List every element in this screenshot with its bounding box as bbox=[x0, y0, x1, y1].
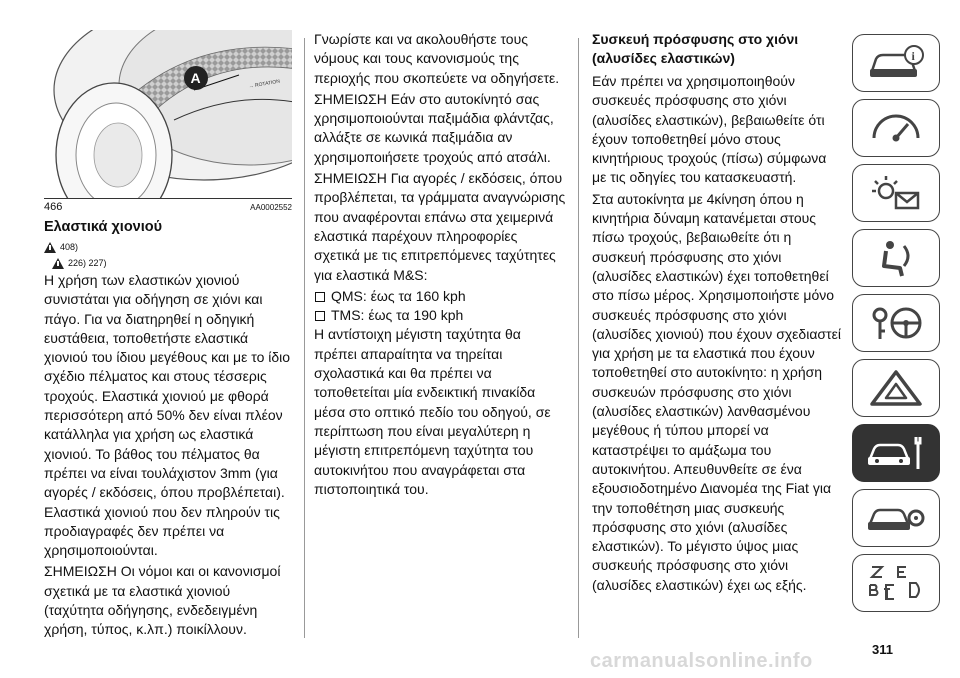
tab-servicing-care[interactable] bbox=[852, 424, 940, 482]
tab-warning-lights[interactable] bbox=[852, 164, 940, 222]
watermark: carmanualsonline.info bbox=[590, 650, 813, 672]
dashboard-gauge-icon bbox=[866, 108, 926, 148]
technical-data-icon bbox=[866, 498, 926, 538]
callout-letter: A bbox=[190, 70, 201, 86]
tire-rotation-text: → ROTATION bbox=[248, 78, 281, 90]
bullet-item: QMS: έως τα 160 kph bbox=[314, 287, 566, 306]
key-steering-icon bbox=[866, 303, 926, 343]
paragraph: ΣΗΜΕΙΩΣΗ Εάν στο αυτοκίνητό σας χρησιμοποιούνται παξιμάδια φλάντζας, αλλάξτε σε κωνικά παξιμάδια αν χρησιμοποιήσετε τροχούς από ατσάλι. bbox=[314, 90, 554, 165]
warning-icon bbox=[44, 242, 56, 253]
tab-index[interactable] bbox=[852, 554, 940, 612]
checkbox-bullet-icon bbox=[315, 292, 325, 302]
paragraph: Εάν πρέπει να χρησιμοποιηθούν συσκευές πρόσφυσης στο χιόνι (αλυσίδες ελαστικών), βεβαιωθείτε ότι έχουν τοποθετηθεί μόνο στους κινητήριους τροχούς (πίσω) σύμφωνα με τις οδηγίες του κατασκευαστή. bbox=[592, 73, 827, 186]
tab-dashboard[interactable] bbox=[852, 99, 940, 157]
paragraph: ΣΗΜΕΙΩΣΗ Για αγορές / εκδόσεις, όπου προβλέπεται, τα γράμματα αναγνώρισης που αναφέρονται επάνω στα χειμερινά ελαστικά παρέχουν πληροφορίες σχετικά με τις επιτρεπόμενες ταχύτητες για ελαστικά M&S: bbox=[314, 170, 566, 283]
column-middle bbox=[314, 30, 566, 501]
tire-figure bbox=[44, 30, 292, 198]
tab-emergency[interactable] bbox=[852, 359, 940, 417]
index-letters-icon bbox=[866, 563, 926, 603]
svg-text:i: i bbox=[911, 49, 915, 63]
tab-starting-driving[interactable] bbox=[852, 294, 940, 352]
warning-ref-2[interactable]: 226) 227) bbox=[44, 255, 292, 271]
paragraph: Η αντίστοιχη μέγιστη ταχύτητα θα πρέπει απαραίτητα να τηρείται σχολαστικά και θα πρέπει να τοποθετείται μία ενδεικτική πινακίδα μέσα στο οπτικό πεδίο του οδηγού, σε περίπτωση που είναι μεγαλύτερη η μέγιστη επιτρεπόμενη ταχύτητα του αυτοκινήτου που αναγράφεται στα πιστοποιητικά του. bbox=[314, 326, 551, 497]
snow-tire-illustration bbox=[44, 30, 292, 198]
car-wrench-icon bbox=[866, 433, 926, 473]
page-number: 311 bbox=[872, 642, 893, 657]
figure-number: 466 bbox=[44, 201, 63, 213]
seat-airbag-icon bbox=[866, 238, 926, 278]
figure-caption bbox=[44, 198, 292, 213]
paragraph: Στα αυτοκίνητα με 4κίνηση όπου η κινητήρια δύναμη κατανέμεται στους πίσω τροχούς, βεβαιωθείτε ότι η συσκευή πρόσφυσης στο χιόνι (αλυσίδες ελαστικών) έχει τοποθετηθεί στο πίσω μέρος. Χρησιμοποιήστε μόνο συσκευές πρόσφυσης στο χιόνι (αλυσίδες χιονιού) που έχουν σχεδιαστεί για χρήση με τα ελαστικά που έχουν τοποθετηθεί στο αυτοκίνητο: η χρήση συσκευών πρόσφυσης στο χιόνι (αλυσίδες ελαστικών) λανθασμένου μεγέθους ή τύπου μπορεί να καταστρέψει το αμάξωμα του αυτοκινήτου. Απευθυνθείτε σε ένα εξουσιοδοτημένο Διανομέα της Fiat για την τοποθέτηση μιας συσκευής πρόσφυσης στο χιόνι (αλυσίδες ελαστικών). Το μέγιστο ύψος μιας συσκευής πρόσφυσης στο χιόνι (αλυσίδες ελαστικών) έχει ως εξής. bbox=[592, 190, 841, 593]
paragraph: Η χρήση των ελαστικών χιονιού συνιστάται για οδήγηση σε χιόνι και πάγο. Για να διατηρηθεί η οδηγική ευστάθεια, τοποθετήστε ελαστικά χιονιού του ίδιου μεγέθους και με το ίδιο σχέδιο πέλματος και στους τέσσερις τροχούς. Ελαστικά χιονιού με φθορά περισσότερη από 50% δεν είναι πλέον κατάλληλα για χρήση ως ελαστικά χιονιού. Το βάθος του πέλματος θα πρέπει να είναι τουλάχιστον 3mm (για αγορές / εκδόσεις, όπου προβλέπεται). Ελαστικά χιονιού που δεν πληρούν τις προδιαγραφές δεν πρέπει να χρησιμοποιούνται. bbox=[44, 272, 291, 559]
warning-icon bbox=[52, 258, 64, 269]
section-heading-snow-tires: Ελαστικά χιονιού bbox=[44, 219, 163, 235]
column-divider bbox=[578, 38, 579, 638]
warning-light-message-icon bbox=[866, 173, 926, 213]
car-info-icon bbox=[866, 43, 926, 83]
warning-ref-1[interactable]: 408) bbox=[44, 239, 292, 255]
column-divider bbox=[304, 38, 305, 638]
column-right bbox=[592, 30, 844, 597]
tab-safety[interactable] bbox=[852, 229, 940, 287]
tab-car-info[interactable] bbox=[852, 34, 940, 92]
section-heading-snow-chains: Συσκευή πρόσφυσης στο χιόνι (αλυσίδες ελαστικών) bbox=[592, 31, 799, 66]
paragraph: Γνωρίστε και να ακολουθήστε τους νόμους και τους κανονισμούς της περιοχής που σκοπεύετε να οδηγήσετε. bbox=[314, 31, 560, 86]
column-left bbox=[44, 30, 292, 642]
paragraph: ΣΗΜΕΙΩΣΗ Οι νόμοι και οι κανονισμοί σχετικά με τα ελαστικά χιονιού (ταχύτητα οδήγησης, ενδεδειγμένη χρήση, τύπος, κ.λπ.) ποικίλλουν. bbox=[44, 563, 281, 638]
tab-technical-data[interactable] bbox=[852, 489, 940, 547]
checkbox-bullet-icon bbox=[315, 311, 325, 321]
bullet-item: TMS: έως τα 190 kph bbox=[314, 306, 566, 325]
hazard-triangle-icon bbox=[866, 368, 926, 408]
chapter-tabs bbox=[852, 34, 944, 619]
figure-code: AA0002552 bbox=[250, 203, 292, 212]
